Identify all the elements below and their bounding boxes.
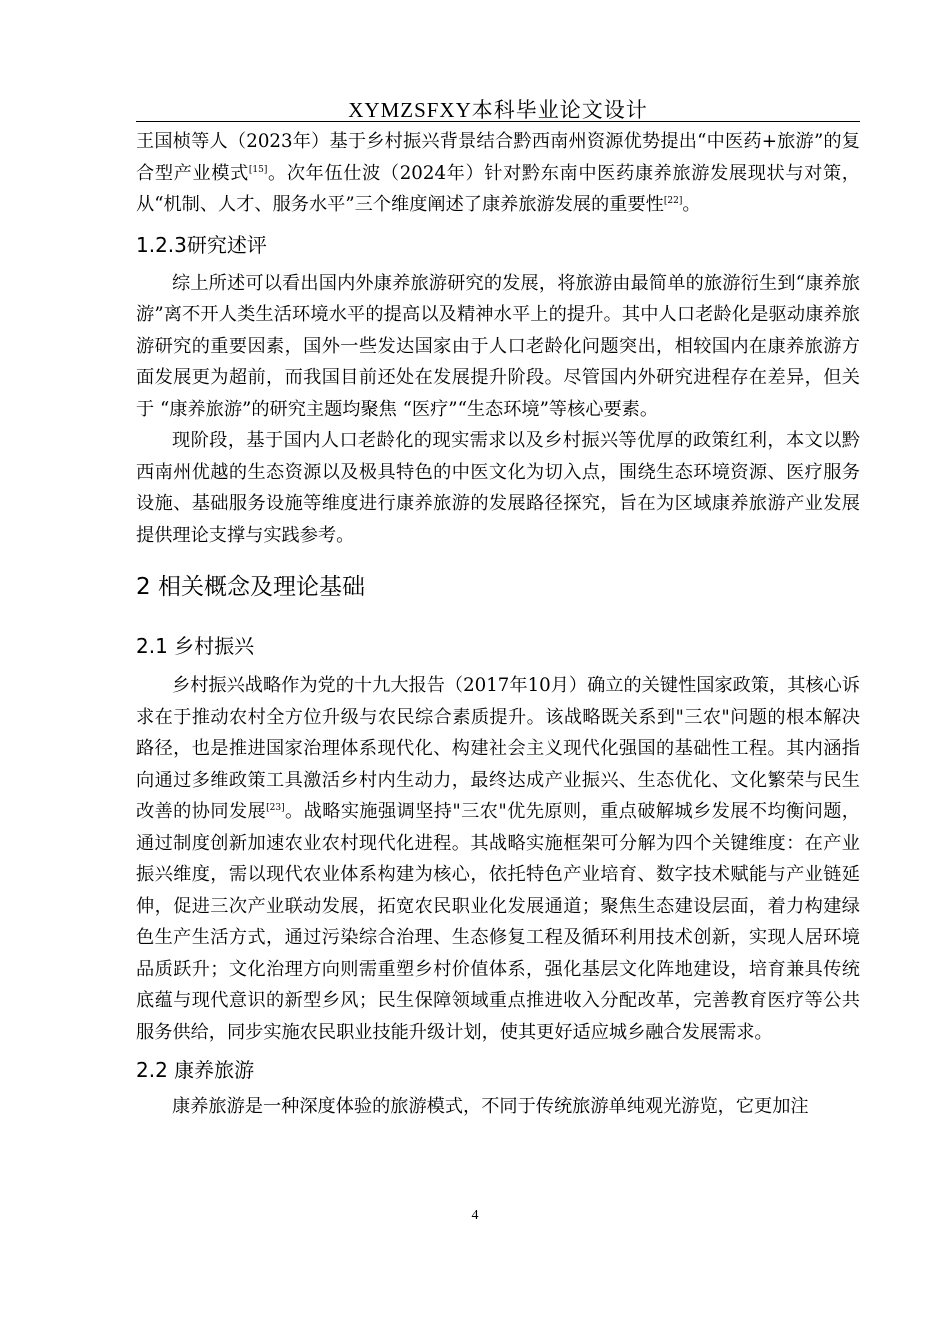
review-paragraph-1: 综上所述可以看出国内外康养旅游研究的发展，将旅游由最简单的旅游衍生到“康养旅游”离不开人类生活环境水平的提高以及精神水平上的提升。其中人口老龄化是驱动康养旅游研究的重要因素，国外一些发达国家由于人口老龄化问题突出，相较国内在康养旅游方面发展更为超前，而我国目前还处在发展提升阶段。尽管国内外研究进程存在差异，但关于 “康养旅游”的研究主题均聚焦 “医疗”“生态环境”等核心要素。: [136, 272, 860, 420]
page-number: 4: [471, 1208, 479, 1223]
page-body: [136, 126, 860, 1123]
review-paragraph-2: 现阶段，基于国内人口老龄化的现实需求以及乡村振兴等优厚的政策红利，本文以黔西南州优越的生态资源以及极具特色的中医文化为切入点，围绕生态环境资源、医疗服务设施、基础服务设施等维度进行康养旅游的发展路径探究，旨在为区域康养旅游产业发展提供理论支撑与实践参考。: [136, 430, 860, 546]
citation-22: [22]: [663, 196, 683, 206]
intro-text-c: 。: [682, 194, 701, 215]
section-heading-2-2: 2.2 康养旅游: [136, 1058, 255, 1082]
citation-23: [23]: [266, 803, 285, 813]
header-divider: [136, 121, 860, 122]
rural-text-a: 乡村振兴战略作为党的十九大报告（2017年10月）确立的关键性国家政策，其核心诉求在于推动农村全方位升级与农民综合素质提升。该战略既关系到"三农"问题的根本解决路径，也是推进国家治理体系现代化、构建社会主义现代化强国的基础性工程。其内涵指向通过多维政策工具激活乡村内生动力，最终达成产业振兴、生态优化、文化繁荣与民生改善的协同发展: [136, 675, 860, 822]
section-heading-1-2-3: 1.2.3研究述评: [136, 232, 267, 257]
wellness-tourism-paragraph: 康养旅游是一种深度体验的旅游模式，不同于传统旅游单纯观光游览，它更加注: [172, 1096, 809, 1117]
section-heading-2-1: 2.1 乡村振兴: [136, 634, 255, 658]
rural-text-b: 。战略实施强调坚持"三农"优先原则，重点破解城乡发展不均衡问题，通过制度创新加速农业农村现代化进程。其战略实施框架可分解为四个关键维度：在产业振兴维度，需以现代农业体系构建为核心，依托特色产业培育、数字技术赋能与产业链延伸，促进三次产业联动发展，拓宽农民职业化发展通道；聚焦生态建设层面，着力构建绿色生产生活方式，通过污染综合治理、生态修复工程及循环利用技术创新，实现人居环境品质跃升；文化治理方向则需重塑乡村价值体系，强化基层文化阵地建设，培育兼具传统底蕴与现代意识的新型乡风；民生保障领域重点推进收入分配改革，完善教育医疗等公共服务供给，同步实施农民职业技能升级计划，使其更好适应城乡融合发展需求。: [136, 801, 860, 1043]
citation-15: [15]: [248, 164, 268, 175]
intro-text-a: 王国桢等人（2023年）基于乡村振兴背景结合黔西南州资源优势提出“中医药+旅游”的复合型产业模式: [136, 131, 860, 184]
intro-text-b: 。次年伍仕波（2024年）针对黔东南中医药康养旅游发展现状与对策，从“机制、人才、服务水平”三个维度阐述了康养旅游发展的重要性: [136, 162, 860, 215]
page-header-title: XYMZSFXY本科毕业论文设计: [348, 98, 648, 122]
intro-paragraph: [136, 126, 860, 221]
rural-revitalization-paragraph: [136, 670, 860, 1048]
chapter-heading-2: 2 相关概念及理论基础: [136, 574, 365, 600]
